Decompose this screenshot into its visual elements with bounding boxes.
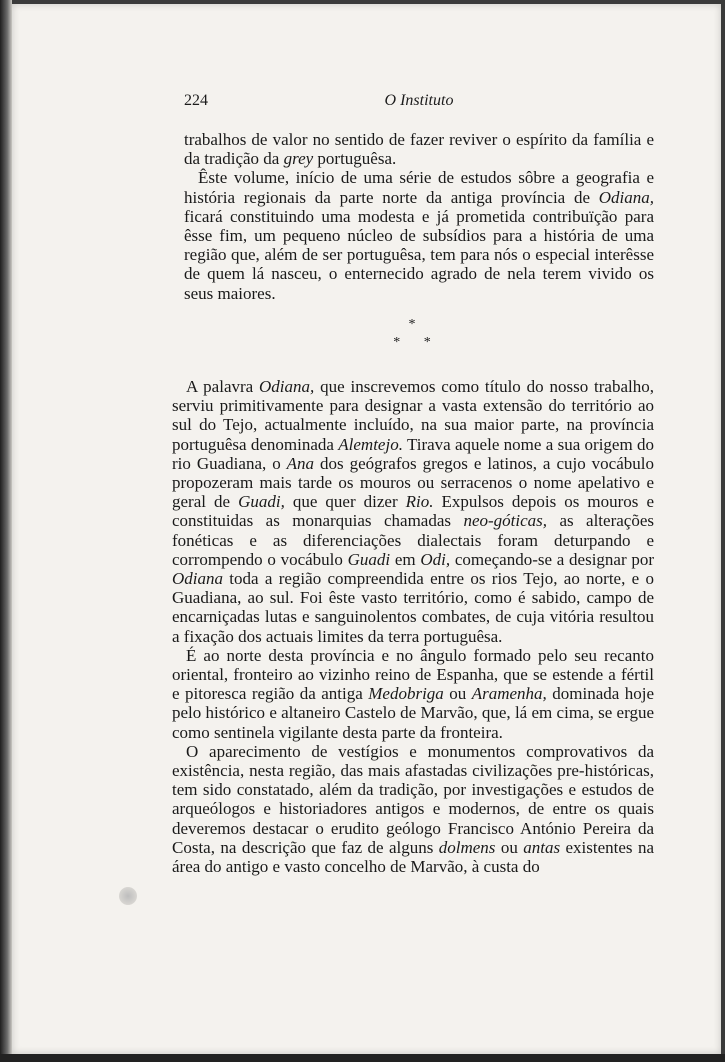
- main-paragraph-3: [172, 742, 654, 876]
- text-run: as alterações fonéticas e as diferenciações dialectais foram deturpando e corrompendo o vocábulo: [172, 511, 654, 569]
- text-run: dominada hoje pelo histórico e altaneiro Castelo de Marvão, que, lá em cima, se ergue como sentinela vigilante desta parte da fronteira.: [172, 684, 655, 742]
- text-run: É ao norte desta província e no ângulo formado pelo seu recanto oriental, fronteiro ao vizinho reino de Espanha, que se estende a fértil e pitoresca região da antiga: [172, 645, 654, 704]
- text-run: ficará constituindo uma modesta e já prometida contribuïção para êsse fim, um pequeno núcleo de subsídios para a história de uma região que, além de ser portuguêsa, tem para nós o especial interêsse de quem lá nasceu, o enternecido agrado de nela terem vivido os seus maiores.: [184, 206, 654, 303]
- italic-term: Odiana,: [259, 377, 315, 396]
- text-run: Êste volume, início de uma série de estudos sôbre a geografia e história regionais da parte norte da antiga província de: [184, 168, 654, 207]
- text-run: que quer dizer: [284, 492, 406, 512]
- italic-term: Guadi,: [238, 492, 285, 512]
- intro-paragraph-2: [184, 168, 654, 302]
- text-run: ou: [443, 684, 472, 704]
- italic-term: Alemtejo.: [338, 434, 403, 454]
- italic-term: grey: [283, 149, 314, 169]
- page-binding-shadow: [0, 0, 12, 1062]
- italic-term: neo-góticas,: [463, 511, 548, 531]
- main-text: [172, 377, 654, 876]
- italic-term: antas: [523, 837, 561, 857]
- italic-term: Odi,: [420, 549, 451, 569]
- text-run: em: [390, 549, 421, 569]
- text-run: existentes na área do antigo e vasto concelho de Marvão, à custa do: [172, 837, 654, 877]
- main-paragraph-1: [172, 377, 654, 646]
- text-run: toda a região compreendida entre os rios Tejo, ao norte, e o Guadiana, ao sul. Foi êste vasto território, como é sabido, campo de encarniçadas lutas e sanguinolentos combates, de cuja vitória resultou a fixação dos actuais limites da terra portuguêsa.: [172, 569, 654, 646]
- text-run: Tirava aquele nome a sua origem do rio Guadiana, o: [172, 434, 654, 473]
- italic-term: Odiana: [172, 569, 223, 589]
- text-run: trabalhos de valor no sentido de fazer reviver o espírito da família e da tradição da: [184, 130, 654, 169]
- italic-term: dolmens: [438, 837, 496, 857]
- italic-term: Odiana,: [598, 187, 654, 207]
- intro-text: [184, 130, 654, 303]
- running-title: O Instituto: [384, 92, 454, 109]
- italic-term: Aramenha,: [471, 684, 547, 704]
- intro-paragraph-1: [184, 130, 654, 168]
- text-run: Expulsos depois os mouros e constituidas as monarquias chamadas: [172, 492, 654, 531]
- library-stamp-mark: [119, 887, 137, 905]
- text-run: O aparecimento de vestígios e monumentos comprovativos da existência, nesta região, das mais afastadas civilizações pre-históricas, tem sido constatado, além da tradição, por investigações e estudos de arqueólogos e historiadores antigos e modernos, de entre os quais deveremos destacar o erudito geólogo Francisco António Pereira da Costa, na descrição que faz de alguns: [172, 741, 654, 857]
- separator-top-star: *: [408, 317, 416, 332]
- italic-term: Medobriga: [368, 684, 444, 704]
- text-run: começando-se a designar por: [450, 549, 655, 569]
- text-run: ou: [495, 837, 524, 857]
- page-bottom-edge: [0, 1054, 725, 1062]
- page-number: 224: [184, 92, 208, 109]
- text-run: A palavra: [186, 377, 260, 396]
- section-separator: [372, 316, 452, 352]
- italic-term: Rio.: [405, 492, 434, 512]
- text-run: portuguêsa.: [313, 149, 397, 169]
- italic-term: Guadi: [347, 549, 391, 569]
- text-run: dos geógrafos gregos e latinos, a cujo vocábulo propozeram mais tarde os mouros ou serracenos o nome apelativo e geral de: [172, 453, 654, 512]
- text-run: que inscrevemos como título do nosso trabalho, serviu primitivamente para designar a vasta extensão do território ao sul do Tejo, actualmente incluído, na sua maior parte, na província portuguêsa denominada: [172, 377, 654, 454]
- main-paragraph-2: [172, 646, 654, 742]
- page-header: [184, 92, 654, 114]
- italic-term: Ana: [286, 453, 315, 473]
- separator-bottom-stars: * *: [393, 335, 441, 350]
